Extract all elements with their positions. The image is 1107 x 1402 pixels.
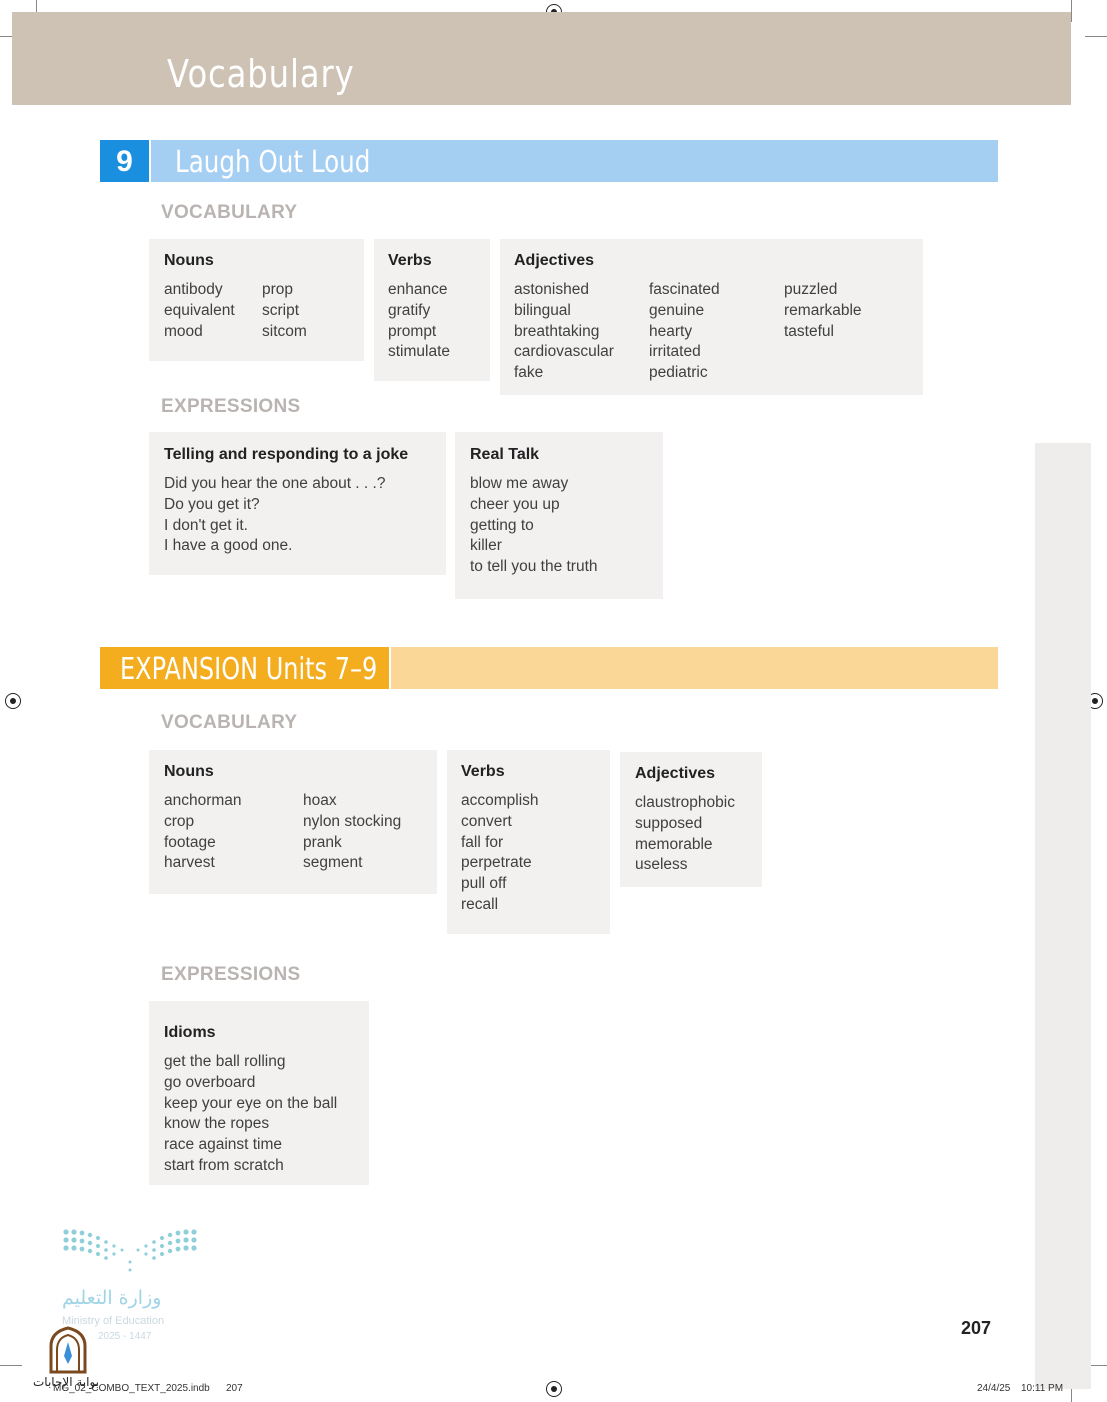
- list-item: enhance: [388, 281, 448, 298]
- list-item: blow me away: [470, 475, 569, 492]
- list-item: start from scratch: [164, 1156, 284, 1174]
- list-item: claustrophobic: [635, 794, 735, 811]
- unit-title: Laugh Out Loud: [175, 145, 371, 180]
- list-item: hoax: [303, 792, 337, 809]
- mosque-stamp-icon: [47, 1326, 89, 1374]
- list-item: antibody: [164, 281, 223, 298]
- stamp-label: بوابة الإجابات: [33, 1375, 100, 1389]
- list-item: convert: [461, 812, 512, 830]
- file-page: 207: [226, 1383, 243, 1394]
- nouns-column: [164, 280, 235, 342]
- list-item: know the ropes: [164, 1115, 270, 1133]
- adjectives-column: [635, 793, 735, 876]
- list-item: hearty: [649, 322, 693, 340]
- list-item: fake: [514, 364, 544, 382]
- idioms-list: [164, 1052, 337, 1177]
- page-number: 207: [961, 1318, 992, 1338]
- print-date: 24/4/25: [977, 1383, 1011, 1394]
- joke-expressions-box: [149, 432, 446, 575]
- ministry-logo-icon: [60, 1226, 200, 1278]
- list-item: anchorman: [164, 792, 242, 809]
- ministry-logo-english: Ministry of Education: [62, 1315, 165, 1327]
- list-item: pull off: [461, 875, 507, 893]
- list-item: gratify: [388, 301, 431, 319]
- nouns-title: Nouns: [164, 252, 214, 269]
- list-item: bilingual: [514, 301, 571, 319]
- list-item: prank: [303, 833, 342, 851]
- crop-mark: [1071, 0, 1072, 22]
- adjectives-title: Adjectives: [514, 252, 595, 269]
- list-item: equivalent: [164, 301, 235, 319]
- list-item: harvest: [164, 854, 215, 872]
- real-talk-box: [455, 432, 663, 599]
- list-item: mood: [164, 322, 203, 340]
- list-item: prompt: [388, 322, 437, 340]
- adjectives-box: [500, 239, 923, 395]
- list-item: race against time: [164, 1136, 283, 1154]
- ministry-logo-arabic: وزارة التعليم: [62, 1287, 162, 1309]
- nouns-title: Nouns: [164, 763, 214, 780]
- expansion-bar: [391, 647, 998, 689]
- list-item: puzzled: [784, 281, 838, 298]
- nouns-column: [262, 280, 307, 342]
- list-item: script: [262, 301, 300, 319]
- list-item: breathtaking: [514, 322, 600, 340]
- list-item: pediatric: [649, 364, 708, 382]
- adjectives-column: [649, 280, 720, 384]
- crop-mark: [0, 1365, 22, 1366]
- crop-mark: [1085, 36, 1107, 37]
- list-item: Do you get it?: [164, 495, 260, 513]
- list-item: memorable: [635, 835, 713, 853]
- verbs-column: [388, 280, 450, 363]
- unit-number-badge: 9: [100, 140, 149, 182]
- adjectives-box: [620, 752, 762, 887]
- expansion-title: EXPANSION Units 7–9: [120, 652, 378, 687]
- joke-list: [164, 474, 385, 557]
- list-item: tasteful: [784, 322, 834, 340]
- list-item: to tell you the truth: [470, 558, 598, 576]
- verbs-box: [447, 750, 610, 934]
- vocabulary-heading: VOCABULARY: [161, 712, 298, 733]
- ministry-logo-year: 2025 - 1447: [98, 1331, 152, 1342]
- adjectives-column: [784, 280, 862, 342]
- list-item: astonished: [514, 281, 589, 298]
- verbs-column: [461, 791, 539, 916]
- nouns-column: [164, 791, 242, 874]
- verbs-title: Verbs: [461, 763, 505, 780]
- joke-title: Telling and responding to a joke: [164, 446, 409, 463]
- expressions-heading: EXPRESSIONS: [161, 396, 301, 417]
- list-item: segment: [303, 854, 363, 872]
- list-item: irritated: [649, 343, 701, 361]
- print-time: 10:11 PM: [1021, 1383, 1064, 1394]
- real-talk-list: [470, 474, 598, 578]
- list-item: killer: [470, 537, 502, 555]
- list-item: genuine: [649, 301, 705, 319]
- list-item: accomplish: [461, 792, 539, 809]
- registration-mark-icon: [5, 693, 21, 709]
- list-item: nylon stocking: [303, 812, 402, 830]
- idioms-title: Idioms: [164, 1024, 216, 1041]
- page-sidebar: [1035, 443, 1091, 1389]
- file-name: MG_02_COMBO_TEXT_2025.indb: [53, 1383, 210, 1394]
- list-item: go overboard: [164, 1073, 256, 1091]
- list-item: get the ball rolling: [164, 1053, 286, 1070]
- nouns-column: [303, 791, 401, 874]
- list-item: fall for: [461, 833, 504, 851]
- list-item: stimulate: [388, 343, 451, 361]
- idioms-box: [149, 1001, 369, 1185]
- list-item: Did you hear the one about . . .?: [164, 475, 386, 492]
- verbs-box: [374, 239, 490, 381]
- adjectives-column: [514, 280, 614, 384]
- list-item: fascinated: [649, 281, 720, 298]
- list-item: prop: [262, 281, 294, 298]
- list-item: footage: [164, 833, 216, 851]
- verbs-title: Verbs: [388, 252, 432, 269]
- list-item: remarkable: [784, 301, 862, 319]
- list-item: crop: [164, 812, 195, 830]
- list-item: getting to: [470, 516, 534, 534]
- list-item: perpetrate: [461, 854, 532, 872]
- list-item: sitcom: [262, 322, 307, 340]
- expressions-heading: EXPRESSIONS: [161, 964, 301, 985]
- adjectives-title: Adjectives: [635, 765, 716, 782]
- nouns-box: [149, 239, 364, 361]
- list-item: cardiovascular: [514, 343, 614, 361]
- list-item: I have a good one.: [164, 537, 293, 555]
- list-item: keep your eye on the ball: [164, 1094, 338, 1112]
- list-item: recall: [461, 895, 499, 913]
- list-item: I don't get it.: [164, 516, 248, 534]
- page-title: Vocabulary: [167, 52, 355, 96]
- list-item: useless: [635, 856, 688, 874]
- nouns-box: [149, 750, 437, 894]
- vocabulary-heading: VOCABULARY: [161, 202, 298, 223]
- list-item: supposed: [635, 814, 703, 832]
- real-talk-title: Real Talk: [470, 446, 540, 463]
- registration-mark-icon: [546, 1381, 562, 1397]
- list-item: cheer you up: [470, 495, 560, 513]
